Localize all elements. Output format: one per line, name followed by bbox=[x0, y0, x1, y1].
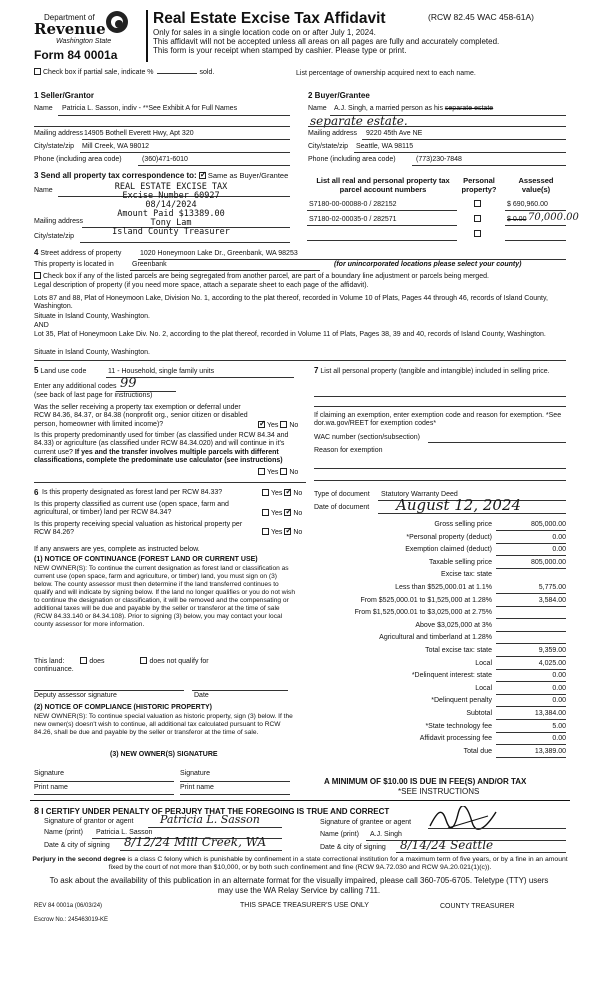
deputy-date-label: Date bbox=[194, 692, 209, 699]
buyer-city[interactable]: Seattle, WA 98115 bbox=[356, 143, 414, 150]
seller-mail-label: Mailing address bbox=[34, 130, 84, 137]
buyer-city-label: City/state/zip bbox=[308, 143, 349, 150]
buyer-phone[interactable]: (773)230-7848 bbox=[416, 156, 462, 163]
q6b-yes[interactable] bbox=[262, 509, 269, 516]
accessibility-notice: To ask about the availability of this publication in an alternate format for the visually impaired, please call 360-705-6705. Teletype (TTY) users may use the WA Relay Service by calling 711. bbox=[49, 876, 549, 895]
doc-type-label: Type of document bbox=[314, 491, 370, 498]
grantor-date-label: Date & city of signing bbox=[44, 842, 110, 849]
additional-codes-handwritten: 99 bbox=[120, 376, 137, 391]
minimum-due: A MINIMUM OF $10.00 IS DUE IN FEE(S) AND/OR TAX bbox=[324, 777, 527, 786]
grantor-signature: Patricia L. Sasson bbox=[160, 813, 260, 826]
tax-row-value[interactable]: 5,775.00 bbox=[538, 584, 566, 591]
additional-codes-label: Enter any additional codes bbox=[34, 383, 117, 390]
buyer-name[interactable]: A.J. Singh, a married person as his separate estate bbox=[334, 105, 494, 112]
partial-checkbox[interactable] bbox=[34, 68, 41, 75]
form-number: Form 84 0001a bbox=[34, 48, 118, 62]
tax-row-value[interactable]: 805,000.00 bbox=[530, 558, 566, 566]
legal-line-2: Situate in Island County, Washington. bbox=[34, 313, 150, 320]
grantee-date-label: Date & city of signing bbox=[320, 844, 386, 851]
certify-statement: 8 I CERTIFY UNDER PENALTY OF PERJURY THAT THE FOREGOING IS TRUE AND CORRECT bbox=[34, 806, 390, 816]
q6a-yes[interactable] bbox=[262, 489, 269, 496]
grantee-date-handwritten: 8/14/24 Seattle bbox=[400, 838, 494, 852]
parcel-row-2-personal[interactable] bbox=[474, 215, 483, 224]
tax-row-label: Total excise tax: state bbox=[425, 647, 492, 654]
segregate-checkbox[interactable] bbox=[34, 272, 41, 279]
signature-label-2: Signature bbox=[180, 770, 210, 777]
buyer-name-label: Name bbox=[308, 105, 327, 112]
same-as-buyer-checkbox[interactable] bbox=[199, 172, 206, 179]
q6c-no[interactable] bbox=[284, 528, 291, 535]
grantee-name-label: Name (print) bbox=[320, 831, 359, 838]
reason-label: Reason for exemption bbox=[314, 447, 383, 454]
tax-row-label: *Delinquent penalty bbox=[431, 697, 492, 705]
tax-row-value[interactable]: 4,025.00 bbox=[538, 659, 566, 667]
buyer-heading: 2 Buyer/Grantee bbox=[308, 91, 370, 100]
sec3-name-label: Name bbox=[34, 187, 53, 194]
tax-row-label: Subtotal bbox=[466, 710, 492, 717]
tax-row-value[interactable]: 5.00 bbox=[552, 722, 566, 730]
seller-mail[interactable]: 14905 Bothell Everett Hwy, Apt 320 bbox=[84, 130, 194, 137]
treasurer-stamp: REAL ESTATE EXCISE TAX Excise Number 60927 08/14/2024 Amount Paid $13389.00 Tony Lam Island County Treasurer bbox=[112, 182, 230, 237]
sec3-heading: 3 Send all property tax correspondence to: ✓ Same as Buyer/Grantee bbox=[34, 171, 288, 181]
land-use-code[interactable]: 11 - Household, single family units bbox=[108, 368, 215, 375]
legal-line-5: Situate in Island County, Washington. bbox=[34, 349, 150, 356]
tax-row-label: From $525,000.01 to $1,525,000 at 1.28% bbox=[360, 596, 492, 604]
legal-line-4: Lot 35, Plat of Honeymoon Lake Div. No. 2, according to the plat thereof, recorded in Volume 11 of Plats, Pages 38, 39 and 40, records of Island County, Washington. bbox=[34, 331, 546, 338]
tax-row-label: Local bbox=[475, 659, 492, 667]
grantor-date-handwritten: 8/12/24 Mill Creek, WA bbox=[124, 835, 267, 849]
dept-revenue: Revenue bbox=[34, 20, 106, 38]
tax-row-value[interactable]: 0.00 bbox=[552, 684, 566, 692]
header-line-2: This affidavit will not be accepted unless all areas on all pages are fully and accurately completed. bbox=[153, 37, 500, 46]
notice-compliance-title: (2) NOTICE OF COMPLIANCE (HISTORIC PROPERTY) bbox=[34, 704, 212, 711]
tax-row-label: *Personal property (deduct) bbox=[406, 533, 492, 541]
tax-row-label: Agricultural and timberland at 1.28% bbox=[379, 634, 492, 642]
parcel-row-1-number[interactable]: S7180-00-00088-0 / 282152 bbox=[309, 201, 397, 208]
see-instructions: *SEE INSTRUCTIONS bbox=[398, 787, 480, 796]
property-address[interactable]: 1020 Honeymoon Lake Dr., Greenbank, WA 98253 bbox=[140, 250, 298, 257]
sec4-street: 4 Street address of property bbox=[34, 248, 122, 257]
q1-yes[interactable] bbox=[258, 421, 265, 428]
grantor-name-label: Name (print) bbox=[44, 829, 83, 836]
parcel-row-1-personal[interactable] bbox=[474, 200, 483, 209]
land-use-label: 5 Land use code bbox=[34, 366, 87, 375]
sec3-mail-label: Mailing address bbox=[34, 218, 84, 225]
grantor-sig-label: Signature of grantor or agent bbox=[44, 818, 134, 825]
q6a-no[interactable] bbox=[284, 489, 291, 496]
header-line-1: Only for sales in a single location code on or after July 1, 2024. bbox=[153, 28, 376, 37]
header-line-3: This form is your receipt when stamped by cashier. Please type or print. bbox=[153, 46, 407, 55]
assessed-header: Assessed value(s) bbox=[518, 176, 554, 194]
seller-city-label: City/state/zip bbox=[34, 143, 75, 150]
grantor-name[interactable]: Patricia L. Sasson bbox=[96, 829, 153, 836]
q2-yes[interactable] bbox=[258, 468, 265, 475]
notice-continuance-text: NEW OWNER(S): To continue the current designation as forest land or classification as current use (open space, farm and agriculture, or timber) land, you must sign on (3) below. The county assessor must then determine if the land transferred continues to qualify and will indicate by signing below. If the land no longer qualifies or you do not wish to continue the designation or classification, it will be removed and the compensating or additional taxes will be due and payable by the seller or transferor at the time of sale (RCW 84.33.140 or 84.34.108). Prior to signing (3) below, you may contact your local county assessor for more information. bbox=[34, 565, 295, 628]
located-label: This property is located in bbox=[34, 261, 114, 268]
print-name-label-2: Print name bbox=[180, 784, 214, 791]
if-any-yes: If any answers are yes, complete as instructed below. bbox=[34, 546, 200, 553]
dept-state: Washington State bbox=[56, 38, 112, 45]
current-use-question: Is this property classified as current use (open space, farm and agricultural, or timber) land per RCW 84.34? bbox=[34, 501, 229, 517]
sec6-heading: 6 bbox=[34, 488, 39, 497]
doc-date-label: Date of document bbox=[314, 504, 370, 511]
tax-row-label: From $1,525,000.01 to $3,025,000 at 2.75% bbox=[354, 609, 492, 617]
tax-row-value[interactable]: 9,359.00 bbox=[538, 647, 566, 654]
county-treasurer: COUNTY TREASURER bbox=[440, 903, 515, 910]
title-ref: (RCW 82.45 WAC 458-61A) bbox=[428, 12, 534, 22]
see-back: (see back of last page for instructions) bbox=[34, 392, 153, 399]
tax-row-value[interactable]: 3,584.00 bbox=[538, 596, 566, 604]
historic-yes-no[interactable]: Yes ✓ No bbox=[262, 528, 302, 537]
buyer-handwritten: separate estate. bbox=[310, 114, 408, 128]
timber-question: Is this property predominantly used for timber (as classified under RCW 84.34 and 84.33) or agriculture (as classified under RCW 84.34.020) and will continue in it's current use? If yes and the transfer involves multiple parcels with different classifications, complete the predominate use calculator (see instructions) bbox=[34, 432, 289, 465]
forest-question: Is this property designated as forest land per RCW 84.33? bbox=[42, 489, 223, 496]
legal-line-3: AND bbox=[34, 322, 49, 329]
tax-row-value[interactable]: 0.00 bbox=[552, 533, 566, 541]
parcel-row-3-personal[interactable] bbox=[474, 230, 483, 239]
seller-phone[interactable]: (360)471-6010 bbox=[142, 156, 188, 163]
tax-row-label: *State technology fee bbox=[425, 722, 492, 730]
grantee-sig-label: Signature of grantee or agent bbox=[320, 819, 412, 826]
does-not-checkbox[interactable] bbox=[140, 657, 147, 664]
this-land-row[interactable]: This land: does does not qualify for bbox=[34, 658, 209, 665]
personal-property-label: 7 List all personal property (tangible and intangible) included in selling price. bbox=[314, 366, 550, 375]
exemption-question: Was the seller receiving a property tax exemption or deferral under RCW 84.36, 84.37, or 84.38 (nonprofit org., senior citizen or disabled person, homeowner with limited income)? bbox=[34, 404, 248, 428]
treasurer-use-only: THIS SPACE TREASURER'S USE ONLY bbox=[240, 902, 369, 909]
tax-row-label: Exemption claimed (deduct) bbox=[405, 546, 492, 554]
q6b-no[interactable] bbox=[284, 509, 291, 516]
exemption-yes-no[interactable]: ✓ Yes No bbox=[258, 421, 298, 430]
parcel-row-1-value[interactable]: $ 690,960.00 bbox=[507, 201, 548, 208]
forest-yes-no[interactable]: Yes ✓ No bbox=[262, 489, 302, 498]
timber-yes-no[interactable]: Yes No bbox=[258, 468, 298, 477]
seller-city[interactable]: Mill Creek, WA 98012 bbox=[82, 143, 150, 150]
tax-row-value[interactable]: 805,000.00 bbox=[530, 521, 566, 528]
q6c-yes[interactable] bbox=[262, 528, 269, 535]
legal-label: Legal description of property (if you need more space, attach a separate sheet to each page of the affidavit). bbox=[34, 282, 369, 289]
rev-number: REV 84 0001a (06/03/24) bbox=[34, 903, 103, 909]
tax-row-value[interactable]: 0.00 bbox=[552, 697, 566, 705]
tax-row-label: Less than $525,000.01 at 1.1% bbox=[395, 584, 492, 591]
parcel-row-2-handwritten: 70,000.00 bbox=[528, 212, 579, 223]
historic-question: Is this property receiving special valuation as historical property per RCW 84.26? bbox=[34, 521, 243, 537]
seller-phone-label: Phone (including area code) bbox=[34, 156, 122, 163]
parcel-row-2-value[interactable]: $ 0.00 bbox=[507, 216, 527, 223]
current-use-yes-no[interactable]: Yes ✓ No bbox=[262, 509, 302, 518]
parcel-row-2-number[interactable]: S7180-02-00035-0 / 282571 bbox=[309, 216, 397, 223]
does-checkbox[interactable] bbox=[80, 657, 87, 664]
deputy-signature-label: Deputy assessor signature bbox=[34, 692, 117, 699]
buyer-mail[interactable]: 9220 45th Ave NE bbox=[366, 130, 423, 137]
tax-row-label: Local bbox=[475, 684, 492, 692]
tax-row-label: Affidavit processing fee bbox=[419, 735, 492, 743]
sec3-city-label: City/state/zip bbox=[34, 233, 75, 240]
tax-row-label: Taxable selling price bbox=[428, 558, 492, 566]
signature-label-1: Signature bbox=[34, 770, 64, 777]
notice-compliance-text: NEW OWNER(S): To continue special valuation as historic property, sign (3) below. If the new owner(s) doesn't wish to continue, all additional tax calculated pursuant to RCW 84.26, shall be due and payable by the seller or transferor at the time of sale. bbox=[34, 713, 293, 736]
q2-no[interactable] bbox=[280, 468, 287, 475]
tax-row-value[interactable]: 13,389.00 bbox=[534, 747, 566, 755]
wac-label: WAC number (section/subsection) bbox=[314, 434, 420, 441]
perjury-notice: Perjury in the second degree is a class C felony which is punishable by confinement in a state correctional institution for a maximum term of five years, or by a fine in an amount fixed by the court of not more than $10,000, or by both such confinement and fine (RCW 9A.72.030 and RCW 9A.20.021(1)(c)). bbox=[32, 856, 568, 871]
seller-name[interactable]: Patricia L. Sasson, indiv - **See Exhibit A for Full Names bbox=[62, 105, 238, 112]
logo-swirl-icon bbox=[106, 11, 128, 33]
grantee-name[interactable]: A.J. Singh bbox=[370, 831, 402, 838]
tax-row-label: *Delinquent interest: state bbox=[411, 672, 492, 680]
tax-row-value[interactable]: 0.00 bbox=[552, 735, 566, 743]
new-owner-signature-title: (3) NEW OWNER(S) SIGNATURE bbox=[110, 751, 218, 758]
escrow-number: Escrow No.: 245463019-KE bbox=[34, 917, 109, 923]
seller-name-label: Name bbox=[34, 105, 53, 112]
segregate-checkbox-row[interactable]: Check box if any of the listed parcels are being segregated from another parcel, are part of a boundary line adjustment or parcels being merged. bbox=[34, 272, 489, 281]
tax-row-value[interactable]: 0.00 bbox=[552, 672, 566, 680]
doc-date-handwritten: August 12, 2024 bbox=[396, 496, 522, 514]
legal-line-1: Lots 87 and 88, Plat of Honeymoon Lake, Division No. 1, according to the plat thereof, recorded in Volume 10 of Plats, Pages 44 through 46, records of Island County, Washington. bbox=[34, 295, 548, 311]
parcel-header: List all real and personal property tax parcel account numbers bbox=[316, 176, 450, 194]
exemption-claim-label: If claiming an exemption, enter exemption code and reason for exemption. *See dor.wa.gov/REET for exemption codes* bbox=[314, 412, 562, 428]
tax-row-label: Total due bbox=[463, 747, 492, 755]
unincorporated-note: (for unincorporated locations please select your county) bbox=[334, 261, 522, 268]
q1-no[interactable] bbox=[280, 421, 287, 428]
notice-continuance-title: (1) NOTICE OF CONTINUANCE (FOREST LAND OR CURRENT USE) bbox=[34, 556, 258, 563]
tax-row-label: Above $3,025,000 at 3% bbox=[415, 621, 492, 629]
tax-row-label: Excise tax: state bbox=[441, 571, 492, 579]
buyer-struck-text: separate estate bbox=[444, 105, 494, 112]
located-value[interactable]: Greenbank bbox=[132, 261, 167, 268]
continuance-word: continuance. bbox=[34, 666, 74, 673]
tax-row-value[interactable]: 13,384.00 bbox=[534, 710, 566, 717]
partial-sale[interactable]: Check box if partial sale, indicate % sold. bbox=[34, 68, 214, 77]
personal-header: Personal property? bbox=[461, 176, 497, 194]
list-percentage: List percentage of ownership acquired next to each name. bbox=[296, 70, 476, 77]
form-title: Real Estate Excise Tax Affidavit bbox=[153, 10, 386, 27]
dept-small: Department of bbox=[44, 13, 95, 22]
tax-row-label: Gross selling price bbox=[434, 521, 492, 528]
doc-type[interactable]: Statutory Warranty Deed bbox=[381, 491, 458, 498]
buyer-mail-label: Mailing address bbox=[308, 130, 358, 137]
print-name-label-1: Print name bbox=[34, 784, 68, 791]
buyer-phone-label: Phone (including area code) bbox=[308, 156, 396, 163]
seller-heading: 1 Seller/Grantor bbox=[34, 91, 95, 100]
tax-row-value[interactable]: 0.00 bbox=[552, 546, 566, 554]
